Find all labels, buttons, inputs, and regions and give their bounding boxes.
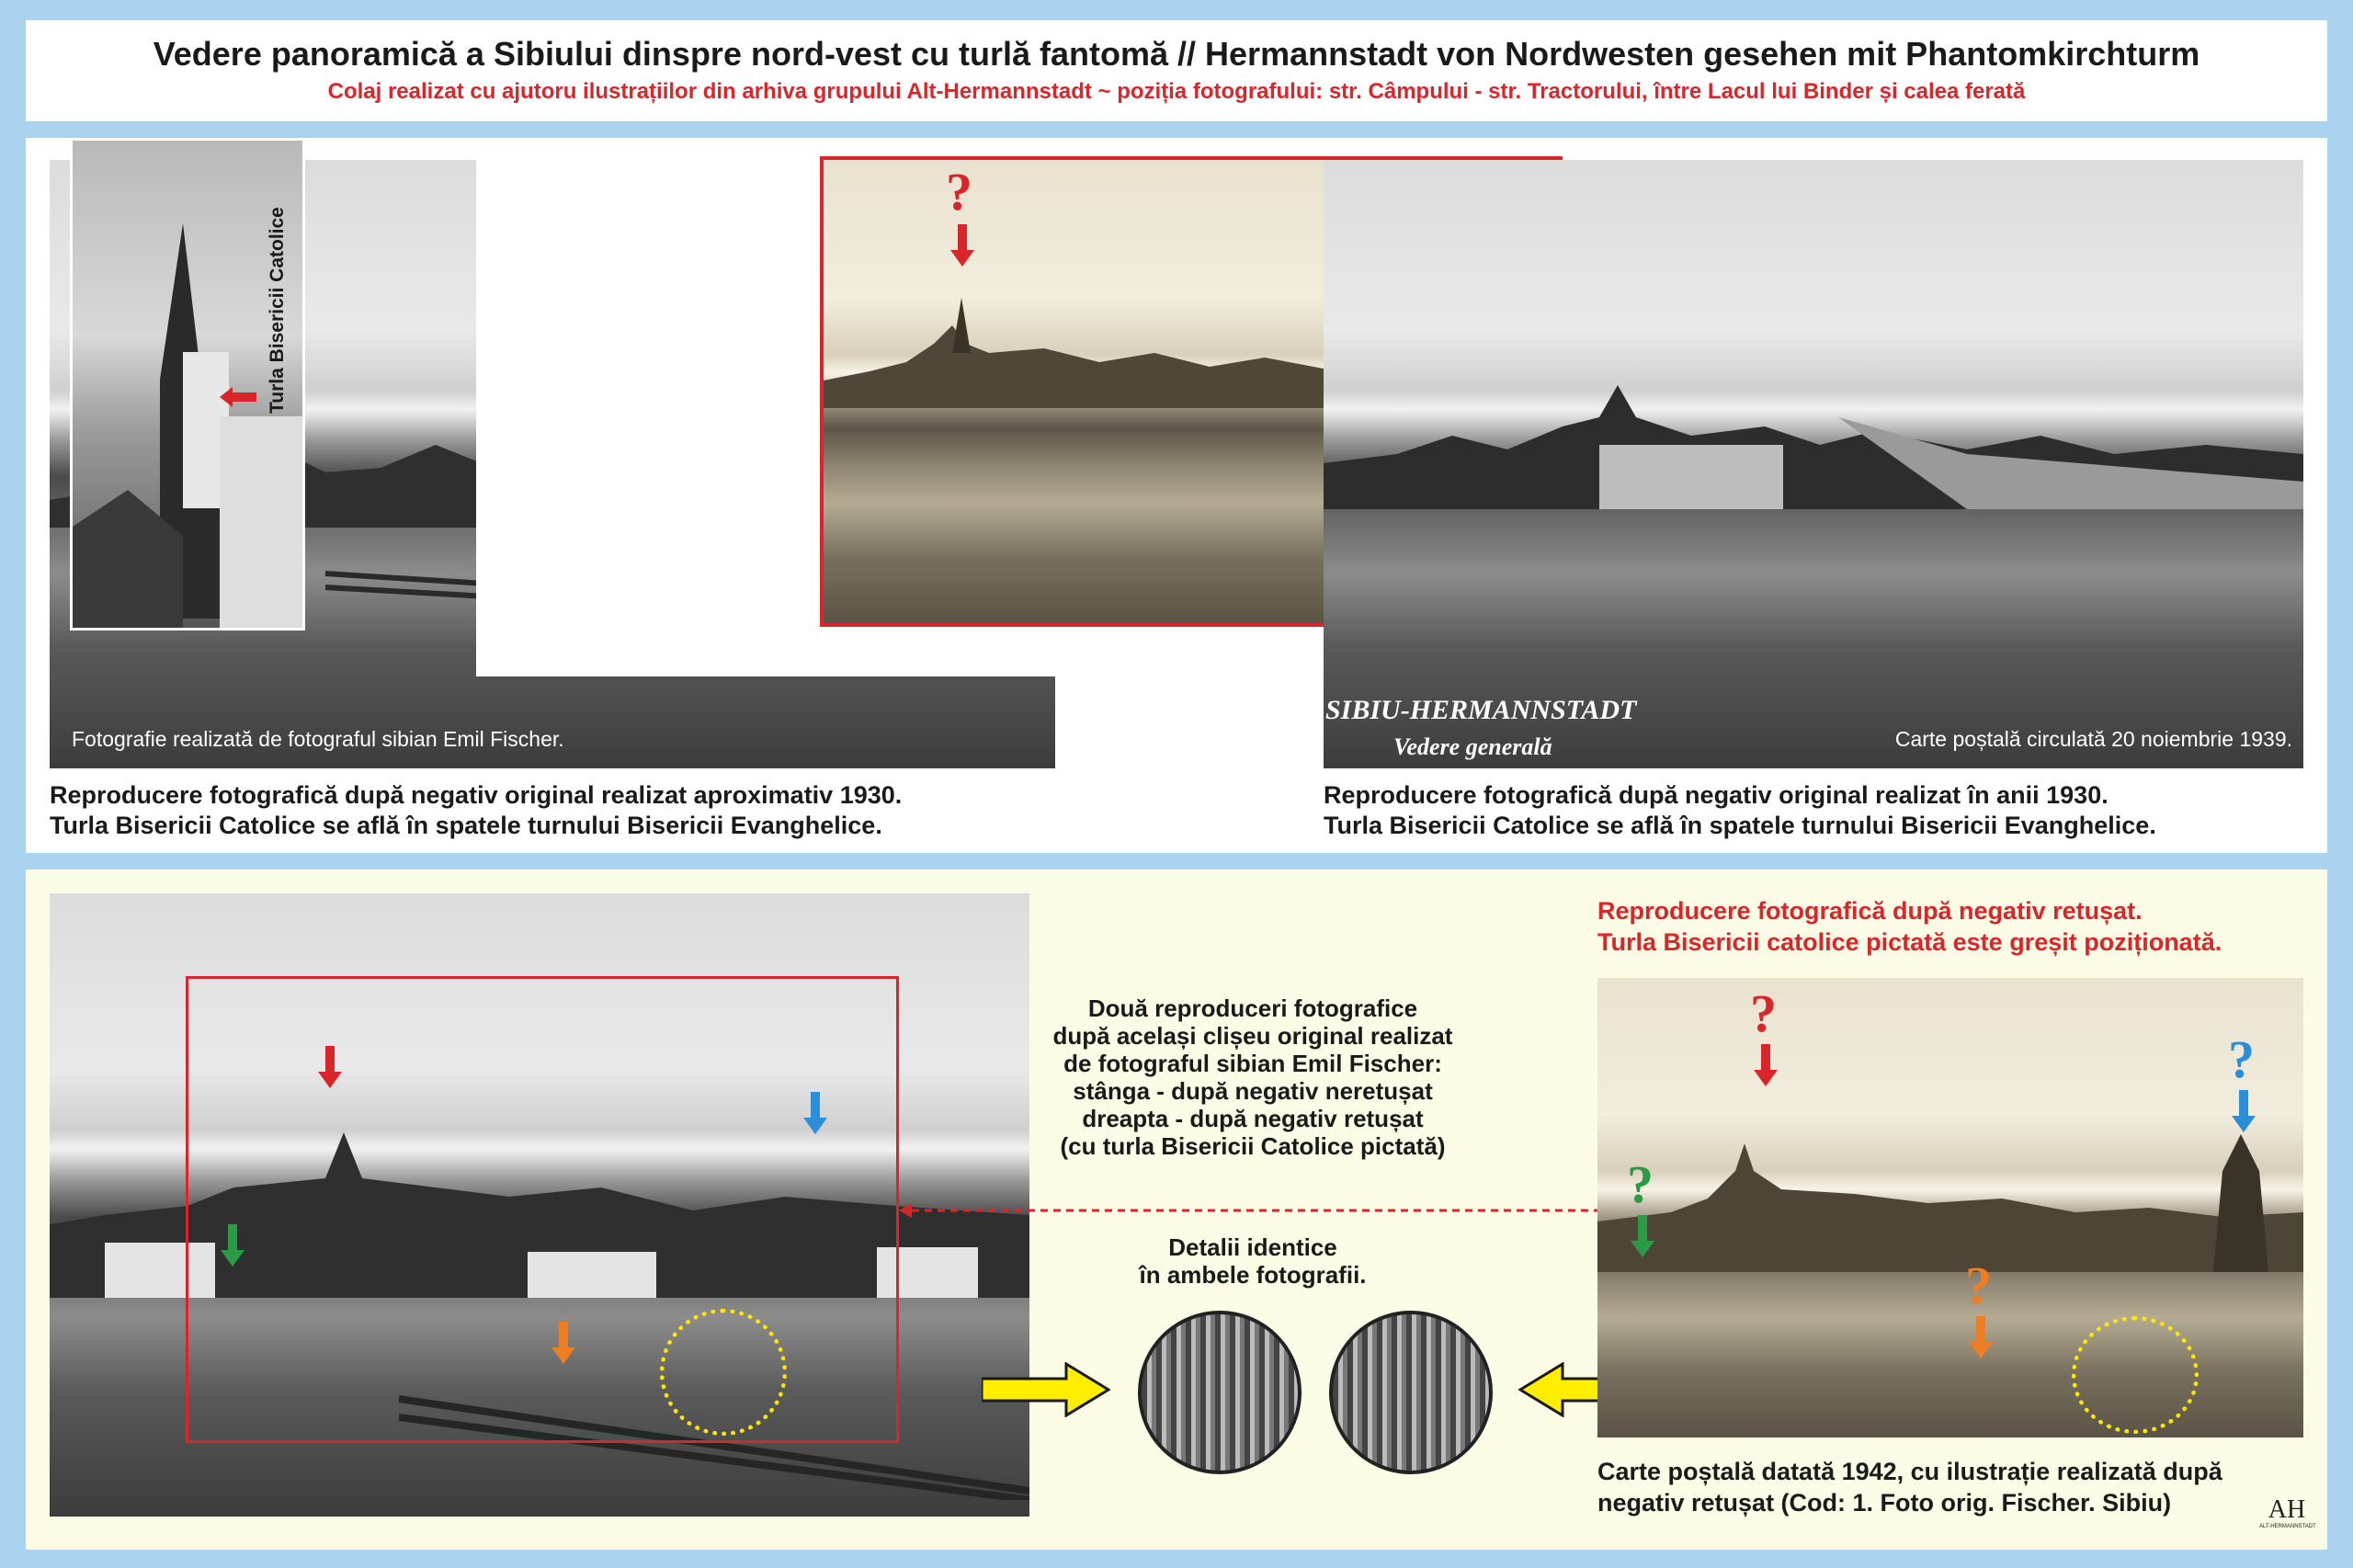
details-line-2: în ambele fotografii. bbox=[1139, 1261, 1367, 1289]
top-left-caption-1: Reproducere fotografică după negativ original realizat aproximativ 1930. bbox=[50, 781, 903, 809]
detail-circle-left bbox=[1138, 1311, 1302, 1474]
photo-note-1939: Carte poștală circulată 20 noiembrie 1939. bbox=[1894, 727, 2292, 751]
dashed-connector-icon bbox=[899, 1202, 1616, 1219]
center-question-mark: ? bbox=[946, 162, 972, 222]
logo-subtext: ALT-HERMANNSTADT bbox=[2259, 1524, 2316, 1529]
bottom-right-detail-circle bbox=[2072, 1316, 2199, 1434]
bottom-right-red-caption-1: Reproducere fotografică după negativ retușat. bbox=[1597, 897, 2143, 925]
inset-label: Turla Bisericii Catolice bbox=[267, 207, 288, 414]
retouched-question-blue: ? bbox=[2228, 1029, 2255, 1089]
center-text-line-5: dreapta - după negativ retușat bbox=[1082, 1105, 1424, 1132]
bottom-left-green-arrow-icon bbox=[221, 1224, 244, 1271]
bottom-left-blue-arrow-icon bbox=[803, 1092, 827, 1139]
detail-circle-right bbox=[1329, 1311, 1493, 1474]
postcard-stamp-line1: SIBIU-HERMANNSTADT bbox=[1325, 695, 1637, 725]
bottom-right-caption-2: negativ retușat (Cod: 1. Foto orig. Fischer. Sibiu) bbox=[1597, 1489, 2172, 1517]
photo-note-fischer: Fotografie realizată de fotograful sibian Emil Fischer. bbox=[72, 727, 564, 751]
bottom-right-red-caption-2: Turla Bisericii catolice pictată este greșit poziționată. bbox=[1597, 928, 2222, 956]
top-left-caption-2: Turla Bisericii Catolice se află în spatele turnului Bisericii Evanghelice. bbox=[50, 812, 882, 839]
logo-text: AH bbox=[2268, 1495, 2306, 1524]
postcard-stamp-line2: Vedere generală bbox=[1393, 733, 1552, 760]
bottom-left-red-frame bbox=[186, 976, 899, 1443]
center-text-line-3: de fotograful sibian Emil Fischer: bbox=[1063, 1050, 1442, 1077]
retouched-orange-arrow-icon bbox=[1969, 1316, 1993, 1363]
retouched-red-arrow-icon bbox=[1754, 1044, 1778, 1091]
center-text-line-6: (cu turla Bisericii Catolice pictată) bbox=[1060, 1132, 1446, 1160]
inset-arrow-icon bbox=[220, 387, 256, 407]
page-subtitle: Colaj realizat cu ajutoru ilustrațiilor din arhiva grupului Alt-Hermannstadt ~ poziția fotografului: str. Câmpului - str. Tractorului, între Lacul lui Binder și calea ferată bbox=[327, 79, 2026, 104]
top-right-caption-2: Turla Bisericii Catolice se află în spatele turnului Bisericii Evanghelice. bbox=[1324, 812, 2156, 839]
top-right-caption-1: Reproducere fotografică după negativ original realizat în anii 1930. bbox=[1324, 781, 2109, 809]
retouched-question-orange: ? bbox=[1965, 1256, 1992, 1315]
center-text-line-4: stânga - după negativ neretușat bbox=[1073, 1077, 1433, 1105]
top-section-panel bbox=[26, 138, 2327, 853]
header-panel bbox=[26, 20, 2327, 121]
details-caption bbox=[1069, 1233, 1437, 1289]
bottom-left-red-arrow-icon bbox=[318, 1046, 342, 1093]
center-text-line-1: Două reproduceri fotografice bbox=[1087, 994, 1418, 1022]
photo-1930s-negative bbox=[1324, 160, 2303, 768]
bottom-right-town bbox=[1597, 1134, 2303, 1272]
page-title: Vedere panoramică a Sibiului dinspre nord-vest cu turlă fantomă // Hermannstadt von Nordwesten gesehen mit Phantomkirchturm bbox=[153, 35, 2200, 73]
center-red-arrow-icon bbox=[950, 224, 974, 271]
yellow-arrow-right-icon bbox=[982, 1362, 1110, 1417]
bottom-left-orange-arrow-icon bbox=[551, 1322, 575, 1369]
retouched-question-green: ? bbox=[1627, 1154, 1654, 1214]
retouched-blue-arrow-icon bbox=[2232, 1090, 2256, 1137]
center-explanation bbox=[1046, 994, 1460, 1160]
retouched-green-arrow-icon bbox=[1631, 1215, 1654, 1262]
details-line-1: Detalii identice bbox=[1168, 1233, 1337, 1261]
bottom-left-detail-circle bbox=[660, 1309, 787, 1436]
bottom-right-caption-1: Carte poștală datată 1942, cu ilustrație realizată după bbox=[1597, 1458, 2222, 1485]
bottom-section-panel bbox=[26, 869, 2327, 1550]
center-text-line-2: după același clișeu original realizat bbox=[1052, 1022, 1453, 1050]
retouched-question-red: ? bbox=[1750, 983, 1777, 1043]
right-town-silhouette bbox=[1324, 362, 2303, 509]
alt-hermannstadt-logo bbox=[2259, 1496, 2314, 1539]
